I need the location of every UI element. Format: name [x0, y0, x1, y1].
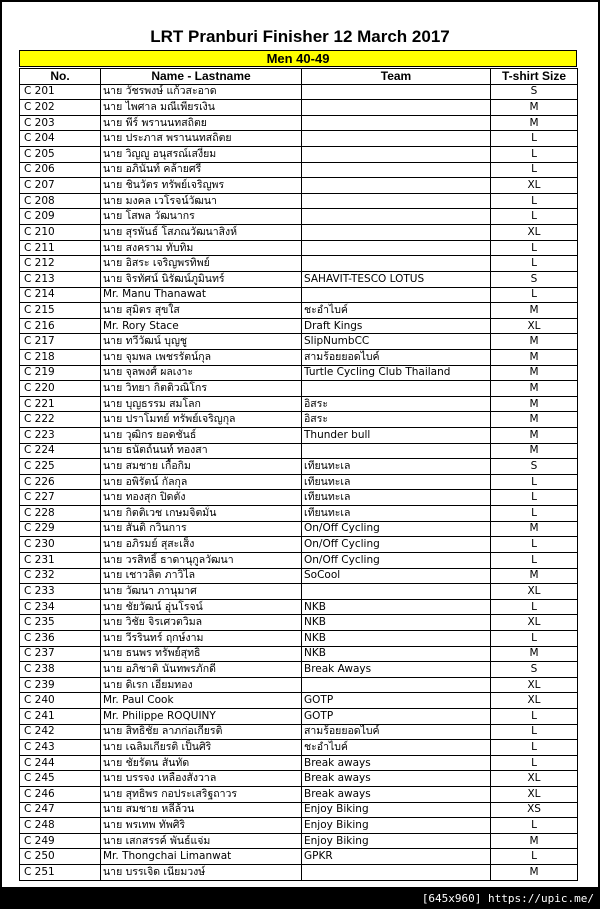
table-row [20, 193, 578, 209]
cell-name: นาย วรสิทธิ์ ธาดานุกูลวัฒนา [101, 552, 302, 568]
table-row [20, 240, 578, 256]
cell-size: M [491, 646, 578, 662]
cell-name: นาย ทวีวัฒน์ บุญชู [101, 334, 302, 350]
cell-size: L [491, 724, 578, 740]
cell-team: NKB [302, 615, 491, 631]
cell-team [302, 865, 491, 881]
cell-name: นาย เชาวลิต ภาวิไล [101, 568, 302, 584]
cell-team: On/Off Cycling [302, 521, 491, 537]
watermark-bar [0, 889, 600, 909]
table-row [20, 740, 578, 756]
cell-number: C 230 [20, 537, 101, 553]
cell-size: M [491, 365, 578, 381]
cell-size: XL [491, 677, 578, 693]
table-row [20, 552, 578, 568]
cell-number: C 251 [20, 865, 101, 881]
table-row [20, 708, 578, 724]
cell-size: XL [491, 693, 578, 709]
cell-team: Draft Kings [302, 318, 491, 334]
cell-number: C 236 [20, 630, 101, 646]
cell-name: นาย วิญญู อนุสรณ์เสงี่ยม [101, 147, 302, 163]
cell-name: นาย ชัยวัฒน์ อุ่นโรจน์ [101, 599, 302, 615]
cell-size: XL [491, 771, 578, 787]
cell-team [302, 287, 491, 303]
cell-team: เทียนทะเล [302, 490, 491, 506]
cell-name: นาย ปราโมทย์ ทรัพย์เจริญกุล [101, 412, 302, 428]
cell-team [302, 100, 491, 116]
table-row [20, 630, 578, 646]
cell-name: นาย สันติ กวินการ [101, 521, 302, 537]
table-row [20, 521, 578, 537]
cell-team: On/Off Cycling [302, 537, 491, 553]
table-row [20, 599, 578, 615]
cell-name: นาย ประภาส พรานนทสถิตย [101, 131, 302, 147]
table-row [20, 443, 578, 459]
cell-size: XL [491, 615, 578, 631]
cell-number: C 244 [20, 755, 101, 771]
cell-team: เทียนทะเล [302, 474, 491, 490]
cell-name: นาย สมชาย หลีล้วน [101, 802, 302, 818]
cell-size: L [491, 287, 578, 303]
table-row [20, 396, 578, 412]
cell-number: C 214 [20, 287, 101, 303]
cell-number: C 205 [20, 147, 101, 163]
cell-name: นาย พรเทพ ทัพศิริ [101, 818, 302, 834]
cell-number: C 206 [20, 162, 101, 178]
table-row [20, 115, 578, 131]
cell-size: XL [491, 787, 578, 803]
cell-team [302, 115, 491, 131]
cell-team: เทียนทะเล [302, 459, 491, 475]
cell-size: XL [491, 178, 578, 194]
table-row [20, 271, 578, 287]
cell-name: นาย วีรรินทร์ ฤกษ์งาม [101, 630, 302, 646]
cell-size: L [491, 240, 578, 256]
table-row [20, 693, 578, 709]
table-row [20, 584, 578, 600]
cell-team [302, 147, 491, 163]
cell-size: XL [491, 225, 578, 241]
table-row [20, 459, 578, 475]
table-row [20, 646, 578, 662]
table-row [20, 287, 578, 303]
cell-team: สามร้อยยอดไบค์ [302, 724, 491, 740]
table-row [20, 412, 578, 428]
cell-number: C 222 [20, 412, 101, 428]
cell-number: C 209 [20, 209, 101, 225]
cell-team: NKB [302, 646, 491, 662]
cell-size: M [491, 100, 578, 116]
cell-number: C 247 [20, 802, 101, 818]
cell-size: M [491, 833, 578, 849]
table-row [20, 506, 578, 522]
table-row [20, 677, 578, 693]
table-row [20, 162, 578, 178]
table-row [20, 318, 578, 334]
cell-team [302, 193, 491, 209]
cell-team [302, 131, 491, 147]
cell-team [302, 584, 491, 600]
table-row [20, 818, 578, 834]
table-row [20, 802, 578, 818]
cell-name: นาย พีร์ พรานนทสถิตย [101, 115, 302, 131]
table-row [20, 474, 578, 490]
cell-name: นาย ดิเรก เอี่ยมทอง [101, 677, 302, 693]
cell-name: นาย อภิชาติ นันทพรภักดี [101, 662, 302, 678]
table-row [20, 178, 578, 194]
cell-name: นาย สุทธิพร กอประเสริฐถาวร [101, 787, 302, 803]
cell-team: NKB [302, 630, 491, 646]
cell-size: L [491, 630, 578, 646]
cell-name: นาย ธนพร ทรัพย์สุทธิ [101, 646, 302, 662]
table-row [20, 381, 578, 397]
cell-size: XL [491, 318, 578, 334]
cell-number: C 219 [20, 365, 101, 381]
cell-team: Thunder bull [302, 428, 491, 444]
finisher-table [19, 68, 578, 881]
cell-number: C 213 [20, 271, 101, 287]
cell-size: L [491, 740, 578, 756]
cell-team: เทียนทะเล [302, 506, 491, 522]
table-row [20, 303, 578, 319]
cell-name: นาย จิรทัศน์ นิรัฒน์ภูมินทร์ [101, 271, 302, 287]
table-row [20, 771, 578, 787]
cell-name: นาย อภิรมย์ สุสะเส็ง [101, 537, 302, 553]
cell-size: M [491, 381, 578, 397]
column-header-name: Name - Lastname [101, 69, 302, 85]
table-header-row [20, 69, 578, 85]
table-row [20, 225, 578, 241]
table-row [20, 209, 578, 225]
cell-number: C 207 [20, 178, 101, 194]
cell-name: นาย สงคราม ทับทิม [101, 240, 302, 256]
cell-team [302, 84, 491, 100]
cell-size: L [491, 193, 578, 209]
cell-team: Enjoy Biking [302, 833, 491, 849]
cell-name: นาย สมชาย เกื้อกิม [101, 459, 302, 475]
cell-name: นาย โสพล วัฒนากร [101, 209, 302, 225]
cell-size: M [491, 396, 578, 412]
cell-name: Mr. Thongchai Limanwat [101, 849, 302, 865]
table-row [20, 84, 578, 100]
cell-number: C 237 [20, 646, 101, 662]
cell-size: L [491, 162, 578, 178]
cell-team: สามร้อยยอดไบค์ [302, 349, 491, 365]
cell-size: L [491, 537, 578, 553]
cell-name: นาย กิตติเวช เกษมจิตมั่น [101, 506, 302, 522]
cell-team: Turtle Cycling Club Thailand [302, 365, 491, 381]
cell-size: S [491, 459, 578, 475]
cell-team: Enjoy Biking [302, 818, 491, 834]
cell-number: C 239 [20, 677, 101, 693]
table-row [20, 256, 578, 272]
cell-team [302, 256, 491, 272]
cell-number: C 216 [20, 318, 101, 334]
cell-name: นาย วิทยา กิตติวณิโกร [101, 381, 302, 397]
cell-size: M [491, 303, 578, 319]
table-row [20, 490, 578, 506]
cell-size: M [491, 334, 578, 350]
cell-name: Mr. Paul Cook [101, 693, 302, 709]
cell-number: C 221 [20, 396, 101, 412]
table-row [20, 833, 578, 849]
cell-number: C 249 [20, 833, 101, 849]
cell-name: นาย วุฒิกร ยอดชันธ์ [101, 428, 302, 444]
cell-team: Break Aways [302, 662, 491, 678]
cell-name: นาย วิชัย จิรเศวตวิมล [101, 615, 302, 631]
cell-name: นาย เฉลิมเกียรติ เป็นศิริ [101, 740, 302, 756]
table-row [20, 131, 578, 147]
table-row [20, 865, 578, 881]
cell-team: SlipNumbCC [302, 334, 491, 350]
cell-number: C 232 [20, 568, 101, 584]
cell-size: L [491, 490, 578, 506]
cell-number: C 246 [20, 787, 101, 803]
cell-team [302, 443, 491, 459]
cell-size: S [491, 271, 578, 287]
cell-number: C 224 [20, 443, 101, 459]
cell-size: L [491, 474, 578, 490]
cell-name: นาย สุมิตร สุขใส [101, 303, 302, 319]
table-row [20, 724, 578, 740]
cell-name: นาย อพิรัตน์ กัลกุล [101, 474, 302, 490]
table-row [20, 365, 578, 381]
cell-name: นาย มงคล เวโรจน์วัฒนา [101, 193, 302, 209]
cell-team: Break aways [302, 787, 491, 803]
cell-size: L [491, 755, 578, 771]
cell-number: C 218 [20, 349, 101, 365]
cell-name: Mr. Manu Thanawat [101, 287, 302, 303]
cell-number: C 229 [20, 521, 101, 537]
cell-name: นาย บุญธรรม สมโลก [101, 396, 302, 412]
cell-name: นาย วัชรพงษ์ แก้วสะอาด [101, 84, 302, 100]
cell-name: Mr. Philippe ROQUINY [101, 708, 302, 724]
cell-team [302, 178, 491, 194]
cell-team [302, 240, 491, 256]
cell-team [302, 381, 491, 397]
cell-number: C 215 [20, 303, 101, 319]
cell-number: C 243 [20, 740, 101, 756]
cell-number: C 210 [20, 225, 101, 241]
cell-number: C 223 [20, 428, 101, 444]
cell-size: L [491, 599, 578, 615]
cell-name: นาย ชัยรัตน สันทัด [101, 755, 302, 771]
cell-name: นาย บรรเจิด เนียมวงษ์ [101, 865, 302, 881]
cell-number: C 240 [20, 693, 101, 709]
table-row [20, 428, 578, 444]
cell-team [302, 677, 491, 693]
cell-number: C 226 [20, 474, 101, 490]
cell-name: นาย ไพศาล มณีเพียรเงิน [101, 100, 302, 116]
cell-number: C 217 [20, 334, 101, 350]
cell-name: นาย เสกสรรค์ พันธ์แจ่ม [101, 833, 302, 849]
column-header-no: No. [20, 69, 101, 85]
cell-name: Mr. Rory Stace [101, 318, 302, 334]
category-banner: Men 40-49 [19, 50, 577, 67]
cell-name: นาย บรรจง เหลืองสังวาล [101, 771, 302, 787]
table-row [20, 537, 578, 553]
cell-size: L [491, 506, 578, 522]
table-row [20, 662, 578, 678]
cell-name: นาย สุรพันธ์ โสภณวัฒนาสิงห์ [101, 225, 302, 241]
cell-name: นาย ทองสุก ปิดตัง [101, 490, 302, 506]
watermark-text: [645x960] https://upic.me/ [421, 892, 594, 905]
table-row [20, 147, 578, 163]
cell-number: C 202 [20, 100, 101, 116]
cell-name: นาย วัฒนา ภานุมาศ [101, 584, 302, 600]
cell-size: XL [491, 584, 578, 600]
cell-team [302, 225, 491, 241]
cell-number: C 211 [20, 240, 101, 256]
cell-name: นาย จุมพล เพชรรัตน์กุล [101, 349, 302, 365]
cell-number: C 235 [20, 615, 101, 631]
cell-team: Break aways [302, 771, 491, 787]
table-row [20, 349, 578, 365]
cell-size: S [491, 84, 578, 100]
cell-size: L [491, 131, 578, 147]
table-row [20, 755, 578, 771]
cell-size: M [491, 428, 578, 444]
cell-team: GPKR [302, 849, 491, 865]
cell-team: NKB [302, 599, 491, 615]
cell-team: อิสระ [302, 396, 491, 412]
cell-size: M [491, 443, 578, 459]
cell-size: S [491, 662, 578, 678]
table-row [20, 787, 578, 803]
cell-size: M [491, 521, 578, 537]
cell-team: Break aways [302, 755, 491, 771]
cell-number: C 231 [20, 552, 101, 568]
cell-size: L [491, 818, 578, 834]
cell-team: SAHAVIT-TESCO LOTUS [302, 271, 491, 287]
cell-size: L [491, 552, 578, 568]
cell-team: GOTP [302, 708, 491, 724]
cell-size: M [491, 349, 578, 365]
page-title: LRT Pranburi Finisher 12 March 2017 [150, 27, 450, 46]
cell-size: L [491, 147, 578, 163]
cell-name: นาย จุลพงศ์ ผลเงาะ [101, 365, 302, 381]
cell-size: XS [491, 802, 578, 818]
cell-name: นาย อภินันท์ คล้ายศรี [101, 162, 302, 178]
cell-number: C 208 [20, 193, 101, 209]
cell-number: C 241 [20, 708, 101, 724]
cell-name: นาย ชินวัตร ทรัพย์เจริญพร [101, 178, 302, 194]
cell-team: SoCool [302, 568, 491, 584]
cell-number: C 238 [20, 662, 101, 678]
cell-team: On/Off Cycling [302, 552, 491, 568]
table-row [20, 849, 578, 865]
cell-team [302, 209, 491, 225]
cell-number: C 203 [20, 115, 101, 131]
cell-number: C 245 [20, 771, 101, 787]
cell-size: L [491, 256, 578, 272]
cell-team: อิสระ [302, 412, 491, 428]
cell-team: ชะอำไบค์ [302, 303, 491, 319]
column-header-team: Team [302, 69, 491, 85]
cell-size: M [491, 412, 578, 428]
cell-name: นาย ธนัตถ์นนท์ ทองสา [101, 443, 302, 459]
cell-number: C 220 [20, 381, 101, 397]
cell-number: C 250 [20, 849, 101, 865]
cell-number: C 201 [20, 84, 101, 100]
cell-number: C 228 [20, 506, 101, 522]
cell-team: Enjoy Biking [302, 802, 491, 818]
cell-number: C 227 [20, 490, 101, 506]
cell-size: M [491, 865, 578, 881]
table-row [20, 100, 578, 116]
cell-name: นาย สิทธิชัย ลาภก่อเกียรติ [101, 724, 302, 740]
column-header-size: T-shirt Size [491, 69, 578, 85]
cell-name: นาย อิสระ เจริญพรทิพย์ [101, 256, 302, 272]
table-row [20, 568, 578, 584]
cell-number: C 234 [20, 599, 101, 615]
cell-team: ชะอำไบค์ [302, 740, 491, 756]
cell-size: L [491, 849, 578, 865]
cell-number: C 248 [20, 818, 101, 834]
cell-number: C 212 [20, 256, 101, 272]
table-row [20, 334, 578, 350]
cell-team [302, 162, 491, 178]
cell-number: C 242 [20, 724, 101, 740]
cell-size: L [491, 708, 578, 724]
cell-size: M [491, 115, 578, 131]
cell-number: C 204 [20, 131, 101, 147]
cell-team: GOTP [302, 693, 491, 709]
cell-number: C 225 [20, 459, 101, 475]
table-row [20, 615, 578, 631]
cell-size: L [491, 209, 578, 225]
cell-number: C 233 [20, 584, 101, 600]
cell-size: M [491, 568, 578, 584]
